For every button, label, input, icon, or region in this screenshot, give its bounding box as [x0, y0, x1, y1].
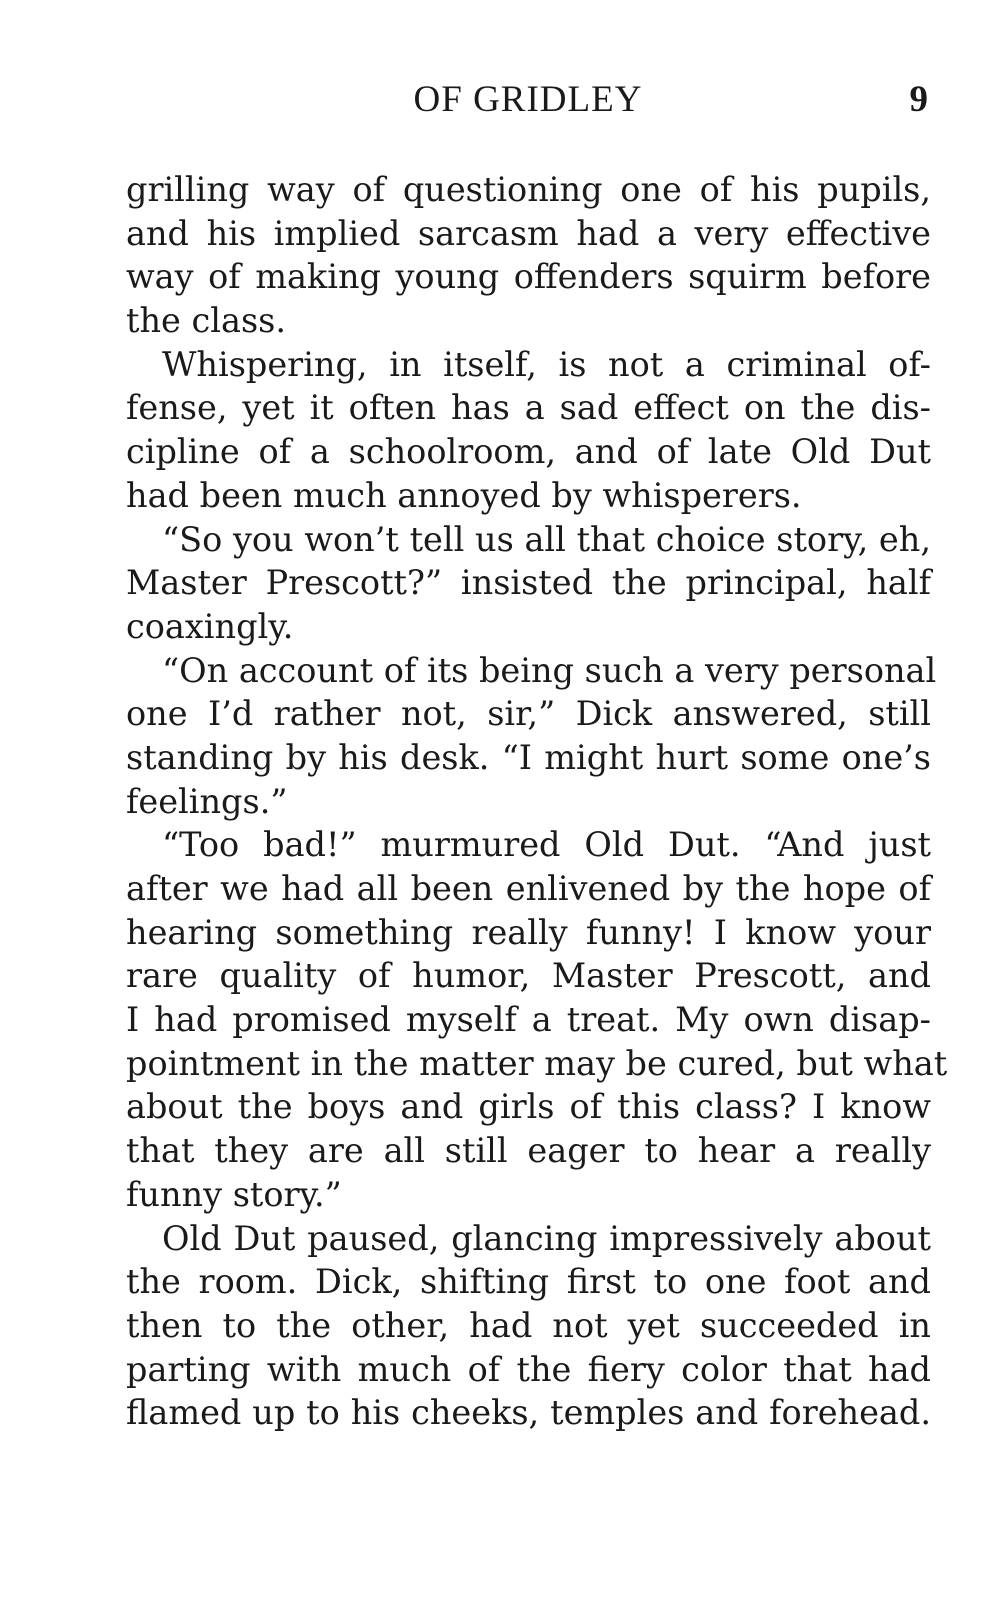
text-line: way of making young offenders squirm before	[126, 257, 931, 297]
text-line: the room. Dick, shifting first to one foot and	[126, 1262, 931, 1302]
body-text	[126, 168, 948, 1435]
text-line: flamed up to his cheeks, temples and forehead.	[126, 1393, 931, 1433]
text-line: then to the other, had not yet succeeded in	[126, 1305, 931, 1345]
text-line: “On account of its being such a very personal	[162, 650, 937, 690]
text-line: and his implied sarcasm had a very effective	[126, 213, 931, 253]
text-line: “Too bad!” murmured Old Dut. “And just	[162, 825, 931, 865]
text-line: that they are all still eager to hear a really	[126, 1131, 931, 1171]
text-line: after we had all been enlivened by the hope of	[126, 869, 931, 908]
text-line: I had promised myself a treat. My own disap-	[126, 1000, 931, 1040]
text-line: funny story.”	[126, 1174, 342, 1214]
text-line: had been much annoyed by whisperers.	[126, 475, 802, 515]
text-line: “So you won’t tell us all that choice story, eh,	[162, 519, 931, 559]
text-line: parting with much of the fiery color that had	[126, 1349, 931, 1389]
page-number: 9	[909, 79, 928, 120]
text-line: fense, yet it often has a sad effect on the dis-	[126, 388, 931, 428]
text-line: pointment in the matter may be cured, but what	[126, 1043, 948, 1083]
text-line: about the boys and girls of this class? I know	[126, 1087, 931, 1127]
running-title: OF GRIDLEY	[413, 79, 643, 120]
text-line: cipline of a schoolroom, and of late Old Dut	[126, 432, 931, 472]
text-line: Master Prescott?” insisted the principal, half	[126, 563, 931, 603]
text-line: Old Dut paused, glancing impressively about	[162, 1218, 931, 1258]
text-line: coaxingly.	[126, 606, 294, 646]
text-line: feelings.”	[126, 781, 288, 821]
text-line: one I’d rather not, sir,” Dick answered, still	[126, 694, 931, 734]
text-line: Whispering, in itself, is not a criminal of-	[162, 344, 931, 384]
text-line: standing by his desk. “I might hurt some one’s	[126, 737, 931, 777]
text-line: rare quality of humor, Master Prescott, and	[126, 956, 931, 996]
text-line: grilling way of questioning one of his pupils,	[126, 170, 931, 209]
text-line: the class.	[126, 301, 286, 341]
running-head	[128, 78, 928, 128]
text-line: hearing something really funny! I know your	[126, 912, 931, 952]
